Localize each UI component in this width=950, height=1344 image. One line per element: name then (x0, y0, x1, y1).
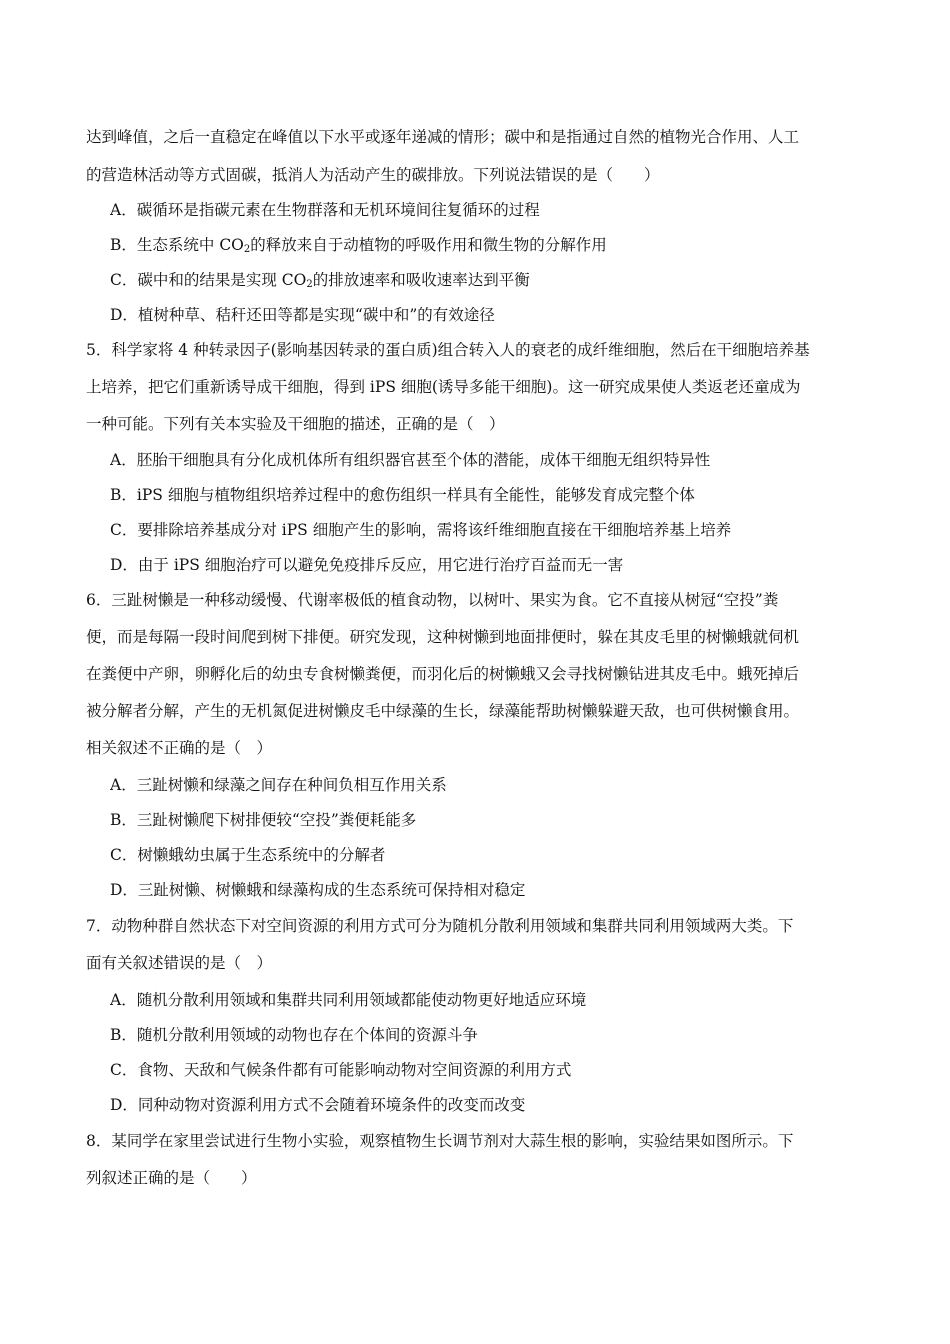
q5-option-a: A．胚胎干细胞具有分化成机体所有组织器官甚至个体的潜能，成体干细胞无组织特异性 (110, 451, 711, 469)
q6-option-b: B．三趾树懒爬下树排便较“空投”粪便耗能多 (110, 811, 417, 829)
q7-option-b: B．随机分散利用领域的动物也存在个体间的资源斗争 (110, 1026, 478, 1044)
q5-stem-line-1: 5．科学家将 4 种转录因子(影响基因转录的蛋白质)组合转入人的衰老的成纤维细胞，然后在干细胞培养基 (86, 341, 810, 359)
q5-option-d: D．由于 iPS 细胞治疗可以避免免疫排斥反应，用它进行治疗百益而无一害 (110, 556, 624, 574)
q7-option-a: A．随机分散利用领域和集群共同利用领域都能使动物更好地适应环境 (110, 991, 587, 1009)
q6-option-d: D．三趾树懒、树懒蛾和绿藻构成的生态系统可保持相对稳定 (110, 881, 526, 899)
q4-option-b-post: 的释放来自于动植物的呼吸作用和微生物的分解作用 (250, 236, 607, 254)
q4-option-c-pre: C．碳中和的结果是实现 CO (110, 271, 307, 289)
q7-option-c: C．食物、天敌和气候条件都有可能影响动物对空间资源的利用方式 (110, 1061, 572, 1079)
q5-stem-line-3: 一种可能。下列有关本实验及干细胞的描述，正确的是（ ） (86, 415, 505, 433)
q4-option-c-sub: 2 (306, 279, 313, 290)
q4-option-b-pre: B．生态系统中 CO (110, 236, 244, 254)
q5-option-c: C．要排除培养基成分对 iPS 细胞产生的影响，需将该纤维细胞直接在干细胞培养基上培养 (110, 521, 732, 539)
q4-option-a: A．碳循环是指碳元素在生物群落和无机环境间往复循环的过程 (110, 201, 540, 219)
q6-option-c: C．树懒蛾幼虫属于生态系统中的分解者 (110, 846, 386, 864)
q6-stem-line-4: 被分解者分解，产生的无机氮促进树懒皮毛中绿藻的生长，绿藻能帮助树懒躲避天敌，也可供树懒食用。 (86, 702, 800, 720)
q4-option-c-post: 的排放速率和吸收速率达到平衡 (312, 271, 530, 289)
q6-option-a: A．三趾树懒和绿藻之间存在种间负相互作用关系 (110, 776, 447, 794)
q5-option-b: B．iPS 细胞与植物组织培养过程中的愈伤组织一样具有全能性，能够发育成完整个体 (110, 486, 695, 504)
q4-option-b (110, 235, 866, 255)
q7-stem-line-1: 7．动物种群自然状态下对空间资源的利用方式可分为随机分散利用领域和集群共同利用领域两大类。下 (86, 917, 794, 935)
q8-stem-line-1: 8．某同学在家里尝试进行生物小实验，观察植物生长调节剂对大蒜生根的影响，实验结果如图所示。下 (86, 1132, 794, 1150)
q4-option-b-sub: 2 (243, 244, 251, 255)
q5-stem-line-2: 上培养，把它们重新诱导成干细胞，得到 iPS 细胞(诱导多能干细胞)。这一研究成果使人类返老还童成为 (86, 378, 801, 396)
q7-option-d: D．同种动物对资源利用方式不会随着环境条件的改变而改变 (110, 1096, 526, 1114)
q6-stem-line-3: 在粪便中产卵，卵孵化后的幼虫专食树懒粪便，而羽化后的树懒蛾又会寻找树懒钻进其皮毛中。蛾死掉后 (86, 665, 800, 683)
q8-stem-line-2: 列叙述正确的是（ ） (86, 1169, 257, 1187)
q6-stem-line-1: 6．三趾树懒是一种移动缓慢、代谢率极低的植食动物，以树叶、果实为食。它不直接从树冠“空投”粪 (86, 591, 779, 609)
q6-stem-line-5: 相关叙述不正确的是（ ） (86, 739, 273, 757)
q4-stem-line-1: 达到峰值，之后一直稳定在峰值以下水平或逐年递减的情形；碳中和是指通过自然的植物光合作用、人工 (86, 128, 800, 146)
q6-stem-line-2: 便，而是每隔一段时间爬到树下排便。研究发现，这种树懒到地面排便时，躲在其皮毛里的树懒蛾就伺机 (86, 628, 800, 646)
q7-stem-line-2: 面有关叙述错误的是（ ） (86, 954, 273, 972)
q4-option-c (110, 270, 866, 290)
q4-option-d: D．植树种草、秸秆还田等都是实现“碳中和”的有效途径 (110, 306, 495, 324)
q4-stem-line-2: 的营造林活动等方式固碳，抵消人为活动产生的碳排放。下列说法错误的是（ ） (86, 166, 660, 184)
